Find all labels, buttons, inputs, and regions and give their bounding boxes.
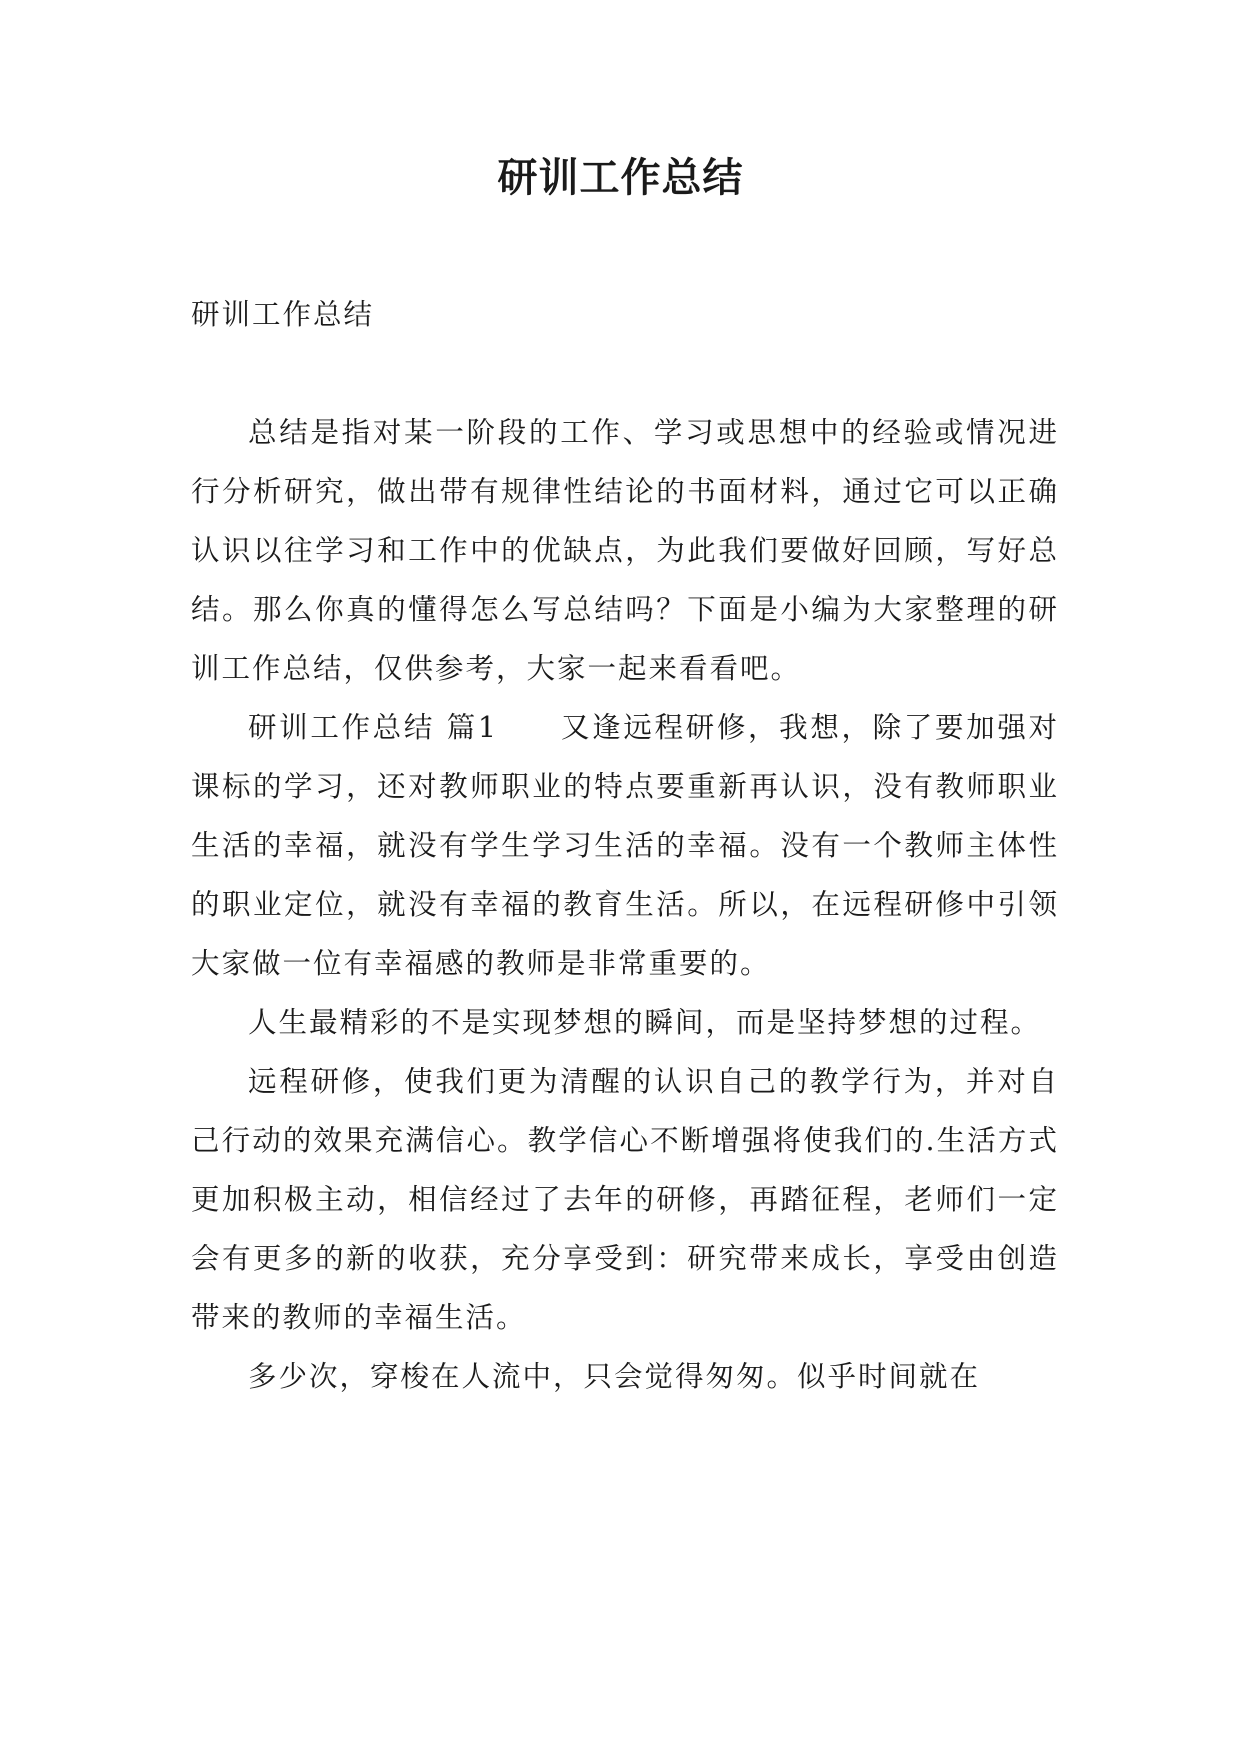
paragraph-intro: 总结是指对某一阶段的工作、学习或思想中的经验或情况进行分析研究，做出带有规律性结论的书面材料，通过它可以正确认识以往学习和工作中的优缺点，为此我们要做好回顾，写好总结。那么你真的懂得怎么写总结吗？下面是小编为大家整理的研训工作总结，仅供参考，大家一起来看看吧。 [191,416,1059,685]
document-body [191,285,1059,1406]
paragraph-remote-training: 远程研修，使我们更为清醒的认识自己的教学行为，并对自己行动的效果充满信心。教学信心不断增强将使我们的.生活方式更加积极主动，相信经过了去年的研修，再踏征程，老师们一定会有更多的新的收获，充分享受到：研究带来成长，享受由创造带来的教师的幸福生活。 [191,1065,1059,1334]
paragraph-section-1: 研训工作总结 篇1 又逢远程研修，我想，除了要加强对课标的学习，还对教师职业的特点要重新再认识，没有教师职业生活的幸福，就没有学生学习生活的幸福。没有一个教师主体性的职业定位，就没有幸福的教育生活。所以，在远程研修中引领大家做一位有幸福感的教师是非常重要的。 [191,711,1059,980]
paragraph-closing: 多少次，穿梭在人流中，只会觉得匆匆。似乎时间就在 [248,1360,981,1393]
document-subtitle: 研训工作总结 [191,298,375,331]
document-title: 研训工作总结 [497,155,744,201]
paragraph-quote: 人生最精彩的不是实现梦想的瞬间，而是坚持梦想的过程。 [248,1006,1042,1039]
